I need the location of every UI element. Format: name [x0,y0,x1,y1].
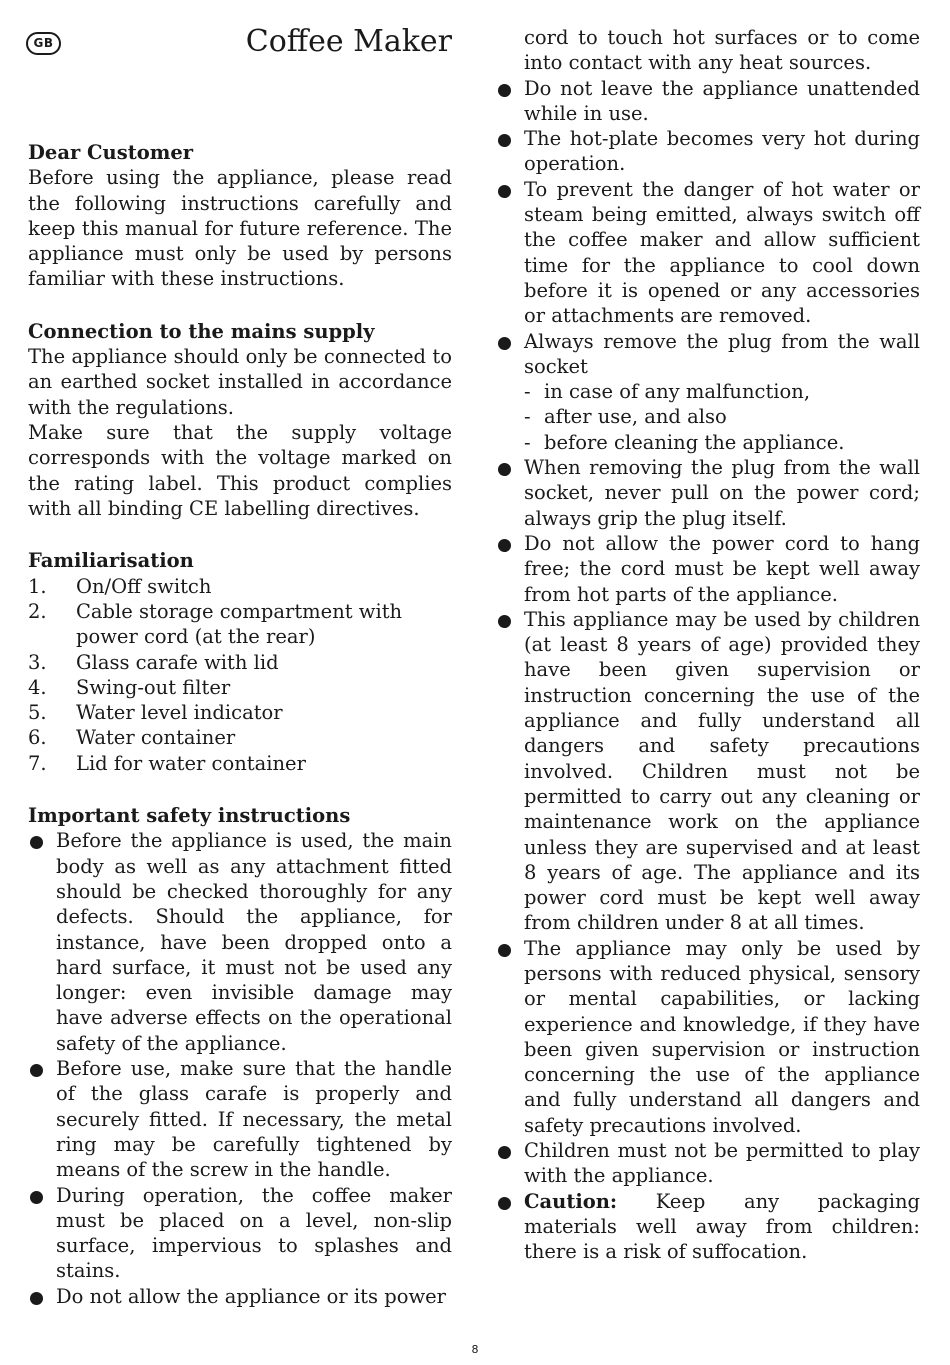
item-text: Lid for water container [76,751,306,775]
safety-bullet-list [28,828,452,1309]
bullet-text: During operation, the coffee maker must be placed on a level, non-slip surface, impervious to splashes and stains. [56,1183,452,1283]
bullet-text: Before the appliance is used, the main body as well as any attachment fitted should be checked thoroughly for any defects. Should the appliance, for instance, have been dropped onto a hard surface, it must not be used any longer: even invisible damage may have adverse effects on the operational safety of the appliance. [56,829,452,1055]
list-item [28,725,452,750]
list-item [28,675,452,700]
bullet-icon [498,615,511,628]
list-item [28,700,452,725]
sublist-item: - before cleaning the appliance. [524,430,845,454]
item-number: 5. [28,701,47,725]
item-text: On/Off switch [76,574,212,598]
bullet-item [496,936,920,1138]
bullet-text: Always remove the plug from the wall socket [524,329,920,378]
item-text: Glass carafe with lid [76,650,279,674]
mains-paragraph-1: The appliance should only be connected to an earthed socket installed in accordance with the regulations. [28,345,452,419]
bullet-item [496,607,920,936]
bullet-text: Children must not be permitted to play with the appliance. [524,1139,920,1188]
bullet-item [28,1284,452,1309]
bullet-item [496,531,920,607]
bullet-icon [30,1064,43,1077]
bullet-icon [498,539,511,552]
plug-removal-sublist [524,379,920,455]
language-badge: GB [26,32,61,55]
bullet-icon [30,1191,43,1204]
caution-bullet [496,1189,920,1265]
intro-paragraph: Before using the appliance, please read the following instructions carefully and keep this manual for future reference. The appliance must only be used by persons familiar with these instructions. [28,166,452,291]
item-number: 4. [28,675,47,699]
bullet-text: Do not allow the power cord to hang free; the cord must be kept well away from hot parts of the appliance. [524,531,920,606]
list-item [28,650,452,675]
continued-text: cord to touch hot surfaces or to come into contact with any heat sources. [524,26,920,75]
item-number: 1. [28,574,47,598]
bullet-text: The appliance may only be used by persons with reduced physical, sensory or mental capabilities, or lacking experience and knowledge, if they have been given supervision or instruction concerning the use of the appliance and fully understand all dangers and safety precautions involved. [524,936,920,1137]
bullet-icon [498,463,511,476]
bullet-icon [498,84,511,97]
page-number: 8 [471,1343,479,1356]
mains-paragraph-2: Make sure that the supply voltage corresponds with the voltage marked on the rating label. This product complies with all binding CE labelling directives. [28,421,452,520]
sublist-text: in case of any malfunction, [544,380,811,404]
item-text: Water container [76,726,236,750]
bullet-item [28,1183,452,1284]
bullet-item [496,76,920,127]
intro-heading: Dear Customer [28,141,194,164]
caution-label: Caution: [524,1189,618,1213]
item-number: 7. [28,751,47,775]
list-item [28,751,452,776]
familiarisation-list [28,574,452,776]
bullet-text: To prevent the danger of hot water or steam being emitted, always switch off the coffee maker and allow sufficient time for the appliance to cool down before it is opened or any accessories or attachments are removed. [524,177,920,328]
item-text: Cable storage compartment with power cord (at the rear) [76,599,403,649]
sublist-item: - in case of any malfunction, [524,380,811,404]
bullet-item [496,329,920,455]
sublist-text: after use, and also [544,405,727,429]
bullet-icon [498,1197,511,1210]
bullet-item [496,126,920,177]
bullet-icon [498,134,511,147]
right-column [496,25,920,1265]
bullet-icon [498,337,511,350]
bullet-icon [498,185,511,198]
list-item [28,599,452,650]
list-item [28,574,452,599]
bullet-text: Do not allow the appliance or its power [56,1284,446,1308]
sublist-text: before cleaning the appliance. [544,430,845,454]
bullet-item [496,1138,920,1189]
bullet-item [28,828,452,1056]
bullet-item [28,1056,452,1182]
item-text: Swing-out filter [76,675,231,699]
left-column [28,140,452,1309]
item-text: Water level indicator [76,701,283,725]
bullet-text: Do not leave the appliance unattended while in use. [524,76,920,125]
bullet-icon [30,836,43,849]
mains-supply-heading: Connection to the mains supply [28,319,375,343]
bullet-icon [498,1146,511,1159]
bullet-icon [30,1292,43,1305]
bullet-text: This appliance may be used by children (at least 8 years of age) provided they have been given supervision or instruction concerning the use of the appliance and fully understand all dangers and safety precautions involved. Children must not be permitted to carry out any cleaning or maintenance work on the appliance unless they are supervised and at least 8 years of age. The appliance and its power cord must be kept well away from children under 8 at all times. [524,607,920,935]
item-number: 2. [28,599,47,623]
safety-heading: Important safety instructions [28,804,351,828]
bullet-text: The hot-plate becomes very hot during operation. [524,127,920,176]
sublist-item: - after use, and also [524,405,727,429]
bullet-text: When removing the plug from the wall socket, never pull on the power cord; always grip the plug itself. [524,456,920,530]
familiarisation-heading: Familiarisation [28,549,194,573]
item-number: 6. [28,726,47,750]
bullet-icon [498,944,511,957]
caution-text: Keep any packaging materials well away from children: there is a risk of suffocation. [524,1189,920,1264]
bullet-item [496,177,920,329]
bullet-text: Before use, make sure that the handle of the glass carafe is properly and securely fitted. If necessary, the metal ring may be carefully tightened by means of the screw in the handle. [56,1057,452,1182]
right-bullet-list [496,76,920,1265]
item-number: 3. [28,650,47,674]
bullet-item [496,455,920,531]
page-title: Coffee Maker [245,24,452,59]
